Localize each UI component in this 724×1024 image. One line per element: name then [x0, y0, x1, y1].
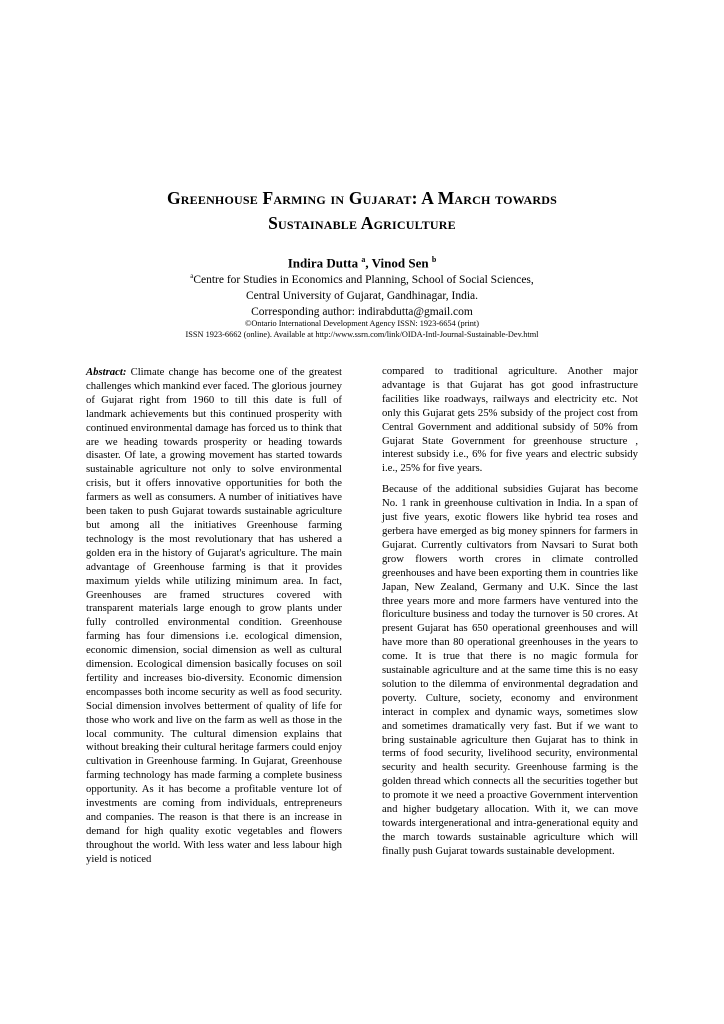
abstract-text: Climate change has become one of the greatest challenges which mankind ever faced. The glorious journey of Gujarat right from 1960 to till this date is full of landmark achievements but this continued prosperity with continued environmental damage has forced us to think that are we heading towards prosperity or heading towards disaster. Of late, a growing movement has started towards sustainable agriculture not only to solve environmental crisis, but it offers innovative opportunities for both the farmers as well as consumers. A number of initiatives have been taken to push Gujarat towards sustainable agriculture but among all the initiatives Greenhouse farming technology is the most revolutionary that has ushered a golden era in the history of Gujarat's agriculture. The main advantage of Greenhouse farming is that it provides maximum yields while utilizing minimum area. In fact, Greenhouses are framed structures covered with transparent materials large enough to grow plants under fully controlled environmental condition. Greenhouse farming has four dimensions i.e. ecological dimension, economic dimension, social dimension as well as cultural dimension. Ecological dimension basically focuses on soil fertility and increases bio-diversity. Economic dimension encompasses both income security as well as food security. Social dimension involves betterment of quality of life for those who work and live on the farm as well as those in the local community. The cultural dimension explains that without breaking their cultural heritage farmers could enjoy cultivation in Greenhouse farming. In Gujarat, Greenhouse farming technology has made farming a complete business opportunity. As it has become a profitable venture lot of investments are coming from individuals, entrepreneurs and companies. The reason is that there is an increase in demand for high quality exotic vegetables and flowers throughout the world. With less water and less labour high yield is noticed — [86, 366, 343, 865]
publication-info — [60, 318, 664, 340]
affiliation-mark: a — [361, 255, 366, 264]
paper-title — [60, 186, 664, 236]
left-column — [86, 366, 342, 867]
affiliation-block — [60, 268, 664, 320]
author-name: Indira Dutta — [287, 255, 359, 271]
abstract-paragraph — [86, 366, 342, 867]
affiliation-mark: b — [431, 255, 437, 264]
abstract-paragraph-2: Because of the additional subsidies Gujarat has become No. 1 rank in greenhouse cultivation in India. In a span of just five years, exotic flowers like hybrid tea roses and gerbera have emerged as big money spinners for farmers in Gujarat. Currently cultivators from Navsari to Surat both grow flowers worth crores in climate controlled greenhouses and have been exporting them in countries like Japan, New Zealand, Germany and U.K. Since the last three years more and more farmers have ventured into the floriculture business and today the turnover is 50 crores. At present Gujarat has 650 operational greenhouses and will have more than 80 operational greenhouses in the years to come. It is true that there is no magic formula for sustainable agriculture and at the same time this is no easy solution to the dilemma of environmental degradation and poverty. Culture, society, economy and environment interact in complex and dynamic ways, sometimes slow and sometimes dramatically very fast. But if we want to bring sustainable agriculture then Gujarat has to think in terms of food security, livelihood security, environmental security and health security. Greenhouse farming is the golden thread which connects all the securities together but to promote it we need a proactive Government intervention and higher budgetary allocation. With it, we can move towards intergenerational and intra-generational equity and the march towards sustainable agriculture which will finally push Gujarat towards sustainable development. — [382, 483, 638, 857]
corresponding-author: Corresponding author: indirabdutta@gmail.com — [251, 305, 473, 318]
affiliation-line-2: Central University of Gujarat, Gandhinagar, India. — [245, 289, 479, 302]
issn-online-line: ISSN 1923-6662 (online). Available at http://www.ssrn.com/link/OIDA-Intl-Journal-Sustainable-Dev.html — [185, 330, 539, 339]
author-name: Vinod Sen — [371, 255, 429, 271]
abstract-continuation: compared to traditional agriculture. Another major advantage is that Gujarat has got good infrastructure facilities like roadways, railways and electricity etc. Not only this Gujarat gets 25% subsidy of the project cost from Central Government and additional subsidy of 50% from Gujarat State Government for greenhouse structure , interest subsidy i.e., 6% for five years and electric subsidy i.e., 25% for five years. — [382, 365, 638, 475]
affiliation-mark: a — [190, 272, 194, 280]
copyright-line: ©Ontario International Development Agency ISSN: 1923-6654 (print) — [245, 319, 479, 328]
right-column — [382, 365, 638, 859]
affiliation-line-1 — [60, 268, 664, 288]
author-separator: , — [365, 255, 372, 271]
title-line-2: Sustainable Agriculture — [268, 213, 456, 233]
abstract-label: Abstract: — [86, 366, 127, 378]
title-line-1: Greenhouse Farming in Gujarat: A March towards — [166, 188, 557, 208]
affiliation-text: Centre for Studies in Economics and Planning, School of Social Sciences, — [193, 273, 534, 286]
